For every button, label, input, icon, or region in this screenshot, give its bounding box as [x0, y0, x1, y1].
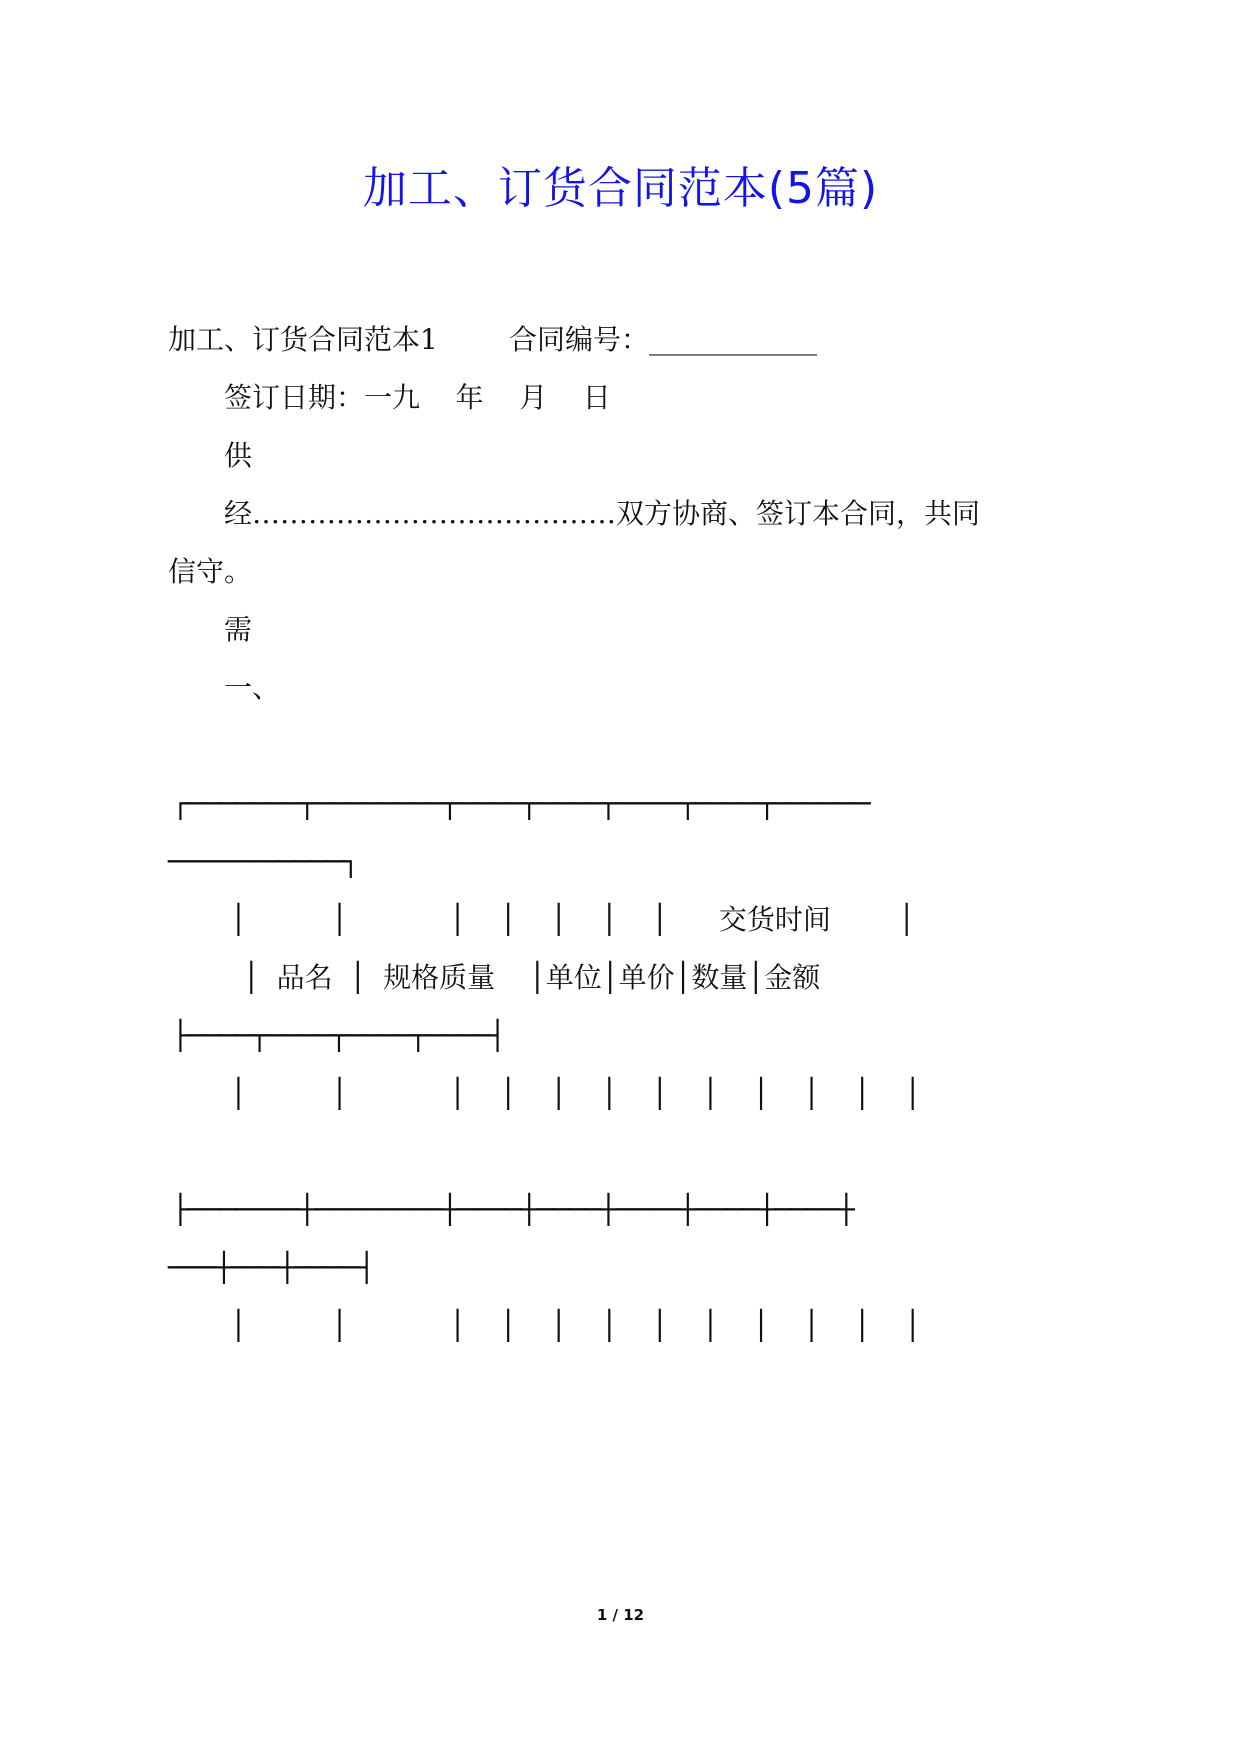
table-row: │ │ │ │ │ │ │ │ │ │ │ │ — [230, 1077, 922, 1110]
table-row: │ │ │ │ │ │ │ │ │ │ │ │ — [230, 1309, 922, 1342]
table-middle-border: ├───────┼────────┼────┼────┼────┼────┼────┼ — [172, 1193, 854, 1226]
agreement-line-continued: 信守。 — [168, 555, 253, 588]
contract-heading-line: 加工、订货合同范本1 合同编号：____________ — [168, 323, 818, 356]
document-title: 加工、订货合同范本(5篇) — [362, 163, 879, 214]
page-number: 1 / 12 — [596, 1606, 645, 1624]
table-sub-border: ├────┬────┬────┬────┤ — [172, 1019, 506, 1052]
agreement-line: 经…………………………………双方协商、签订本合同，共同 — [224, 497, 981, 530]
sign-date-line: 签订日期：一九 年 月 日 — [224, 381, 611, 414]
table-top-border: ┌───────┬────────┬────┬────┬────┬────┬────── — [172, 787, 870, 820]
table-top-border-continued: ───────────┐ — [168, 845, 359, 878]
demand-party-line: 需 — [224, 613, 253, 646]
table-header-row-1: │ │ │ │ │ │ │ 交货时间 │ — [230, 903, 916, 936]
supply-party-line: 供 — [224, 439, 253, 472]
clause-one-line: 一、 — [224, 671, 281, 704]
table-middle-border-continued: ───┼───┼────┤ — [168, 1251, 375, 1284]
table-header-row-2: │ 品名 │ 规格质量 │单位│单价│数量│金额 — [226, 961, 821, 994]
